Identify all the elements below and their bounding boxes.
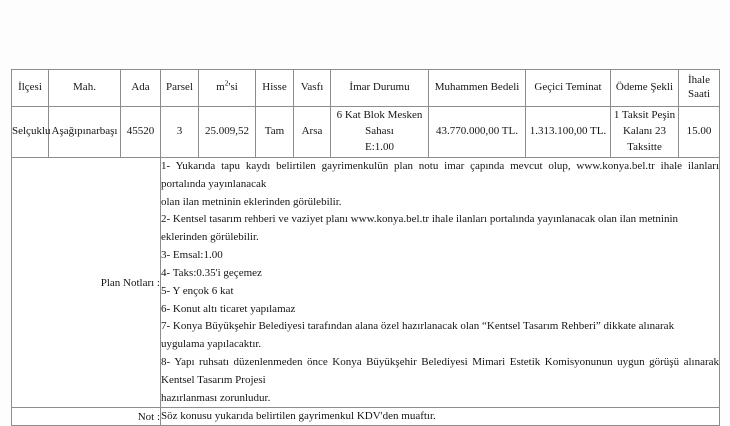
cell-odeme-sekli [611, 107, 679, 158]
cell-imar-line3: E:1.00 [364, 140, 395, 153]
cell-odeme-line1: 1 Taksit Peşin [613, 109, 676, 122]
cell-odeme-line2: Kalanı 23 [622, 125, 667, 138]
header-m2-suffix: 'si [228, 81, 238, 94]
header-m2si [199, 70, 256, 107]
cell-mah: Aşağıpınarbaşı [49, 107, 121, 158]
header-ihale-saati-line1: İhale [688, 74, 710, 87]
header-ilcesi: İlçesi [12, 70, 49, 107]
header-ihale-saati-line2: Saati [688, 88, 710, 100]
header-m2-superscript: 2 [224, 78, 229, 88]
header-odeme-sekli: Ödeme Şekli [611, 70, 679, 107]
plan-note-line: 4- Taks:0.35'i geçemez [161, 266, 262, 279]
plan-note-line: 5- Y ençok 6 kat [161, 284, 234, 297]
plan-notes-label: Plan Notları : [12, 158, 161, 408]
cell-hisse: Tam [256, 107, 294, 158]
not-row [12, 408, 720, 426]
cell-odeme-line3: Taksitte [627, 140, 662, 153]
header-m2-prefix: m [216, 81, 225, 94]
not-label: Not : [12, 408, 161, 426]
plan-note-line: 3- Emsal:1.00 [161, 249, 223, 262]
cell-imar-durumu [331, 107, 429, 158]
header-imar-durumu: İmar Durumu [331, 70, 429, 107]
header-hisse: Hisse [256, 70, 294, 107]
cell-muhammen-bedeli: 43.770.000,00 TL. [429, 107, 526, 158]
plan-note-line: 7- Konya Büyükşehir Belediyesi tarafından alana özel hazırlanacak olan “Kentsel Tasarım Rehberi” dikkate alınarak uygulama yapılacaktır. [161, 320, 675, 351]
plan-note-line: hazırlanması zorunludur. [161, 391, 271, 404]
plan-note-line: 1- Yukarıda tapu kaydı belirtilen gayrimenkulün plan notu imar çapında mevcut olup, www.konya.bel.tr ihale ilanları portalında yayınlanacak [161, 160, 719, 190]
cell-m2si: 25.009,52 [199, 107, 256, 158]
cell-imar-line2: Sahası [365, 125, 394, 138]
auction-table [11, 69, 720, 426]
header-mah: Mah. [49, 70, 121, 107]
cell-gecici-teminat: 1.313.100,00 TL. [526, 107, 611, 158]
plan-note-line: 2- Kentsel tasarım rehberi ve vaziyet planı www.konya.bel.tr ihale ilanları portalında yayınlanacak olan ilan metninin eklerinden görülebilir. [161, 213, 679, 244]
cell-ada: 45520 [121, 107, 161, 158]
cell-ihale-saati: 15.00 [679, 107, 720, 158]
table-row [12, 107, 720, 158]
cell-imar-line1: 6 Kat Blok Mesken [336, 109, 423, 122]
plan-note-line: 6- Konut altı ticaret yapılamaz [161, 302, 296, 315]
cell-parsel: 3 [161, 107, 199, 158]
plan-notes-body [161, 158, 720, 408]
cell-vasfi: Arsa [294, 107, 331, 158]
header-parsel: Parsel [161, 70, 199, 107]
plan-note-line: 8- Yapı ruhsatı düzenlenmeden önce Konya Büyükşehir Belediyesi Mimari Estetik Komisyonunun uygun görüşü alınarak Kentsel Tasarım Projesi [161, 355, 719, 386]
header-ihale-saati [679, 70, 720, 107]
cell-ilcesi: Selçuklu [12, 107, 49, 158]
header-gecici-teminat: Geçici Teminat [526, 70, 611, 107]
table-header-row [12, 70, 720, 107]
header-vasfi: Vasfı [294, 70, 331, 107]
plan-note-line: olan ilan metninin eklerinden görülebilir. [161, 195, 342, 208]
not-text: Söz konusu yukarıda belirtilen gayrimenkul KDV'den muaftır. [161, 408, 720, 426]
header-ada: Ada [121, 70, 161, 107]
header-muhammen-bedeli: Muhammen Bedeli [429, 70, 526, 107]
plan-notes-row [12, 158, 720, 408]
